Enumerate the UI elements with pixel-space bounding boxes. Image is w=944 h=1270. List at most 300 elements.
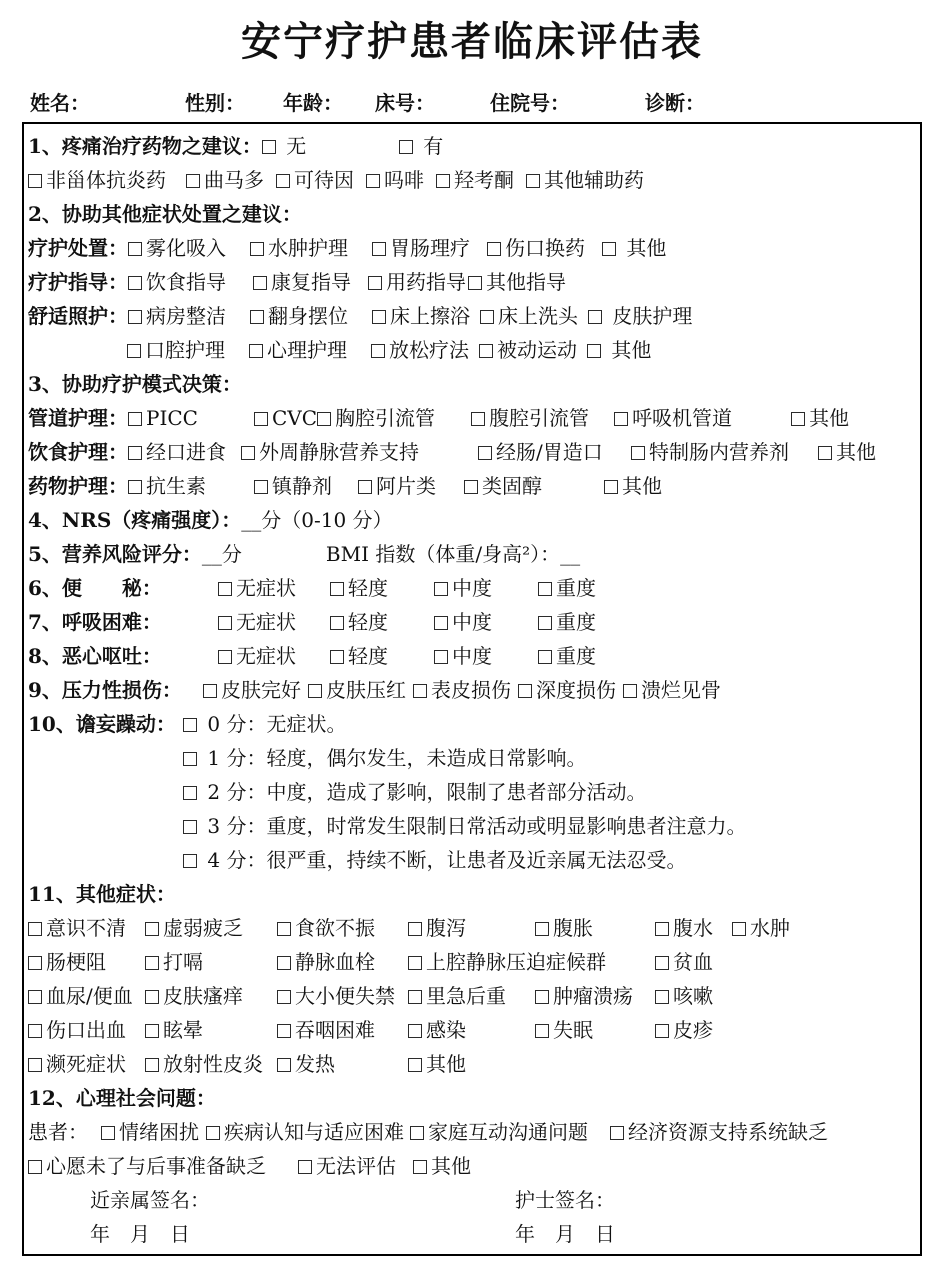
checkbox-option[interactable] [655, 979, 713, 1013]
checkbox-icon[interactable] [28, 956, 42, 970]
checkbox-option[interactable] [587, 333, 651, 367]
checkbox-option[interactable] [183, 775, 646, 809]
checkbox-icon[interactable] [277, 956, 291, 970]
checkbox-option[interactable] [28, 979, 145, 1013]
admission-number-field-label: 住院号： [490, 90, 570, 115]
checkbox-icon[interactable] [655, 1024, 669, 1038]
checkbox-icon[interactable] [277, 990, 291, 1004]
option-label: 食欲不振 [295, 916, 375, 940]
checkbox-icon[interactable] [399, 140, 413, 154]
checkbox-icon[interactable] [145, 1058, 159, 1072]
checkbox-icon[interactable] [250, 242, 264, 256]
checkbox-icon[interactable] [250, 310, 264, 324]
checkbox-icon[interactable] [28, 174, 42, 188]
option-label: 病房整洁 [146, 304, 226, 328]
checkbox-icon[interactable] [241, 446, 255, 460]
form-line [28, 911, 916, 945]
checkbox-option[interactable] [464, 469, 604, 503]
checkbox-icon[interactable] [330, 616, 344, 630]
checkbox-icon[interactable] [408, 922, 422, 936]
checkbox-option[interactable] [655, 1013, 713, 1047]
form-line [28, 741, 916, 775]
checkbox-icon[interactable] [101, 1126, 115, 1140]
checkbox-icon[interactable] [535, 990, 549, 1004]
checkbox-option[interactable] [145, 1047, 277, 1081]
page-title: 安宁疗护患者临床评估表 [241, 18, 703, 65]
section-label: 药物护理： [28, 474, 128, 498]
checkbox-option[interactable] [588, 299, 692, 333]
checkbox-icon[interactable] [28, 1058, 42, 1072]
checkbox-icon[interactable] [183, 786, 197, 800]
checkbox-icon[interactable] [588, 310, 602, 324]
checkbox-icon[interactable] [587, 344, 601, 358]
checkbox-option[interactable] [410, 1115, 610, 1149]
checkbox-icon[interactable] [408, 1024, 422, 1038]
section-label: 2、协助其他症状处置之建议： [28, 202, 302, 226]
section-label: 饮食护理： [28, 440, 128, 464]
checkbox-option[interactable] [262, 129, 399, 163]
option-label: 其他指导 [486, 270, 566, 294]
option-label: 感染 [426, 1018, 466, 1042]
checkbox-option[interactable] [183, 843, 686, 877]
checkbox-icon[interactable] [145, 956, 159, 970]
checkbox-option[interactable] [436, 163, 526, 197]
checkbox-option[interactable] [254, 401, 317, 435]
checkbox-icon[interactable] [330, 650, 344, 664]
checkbox-option[interactable] [408, 1013, 535, 1047]
checkbox-icon[interactable] [330, 582, 344, 596]
checkbox-option[interactable] [535, 979, 655, 1013]
checkbox-icon[interactable] [410, 1126, 424, 1140]
checkbox-option[interactable] [101, 1115, 206, 1149]
checkbox-icon[interactable] [408, 990, 422, 1004]
checkbox-icon[interactable] [791, 412, 805, 426]
option-label: 其他 [605, 338, 652, 362]
checkbox-option[interactable] [330, 639, 434, 673]
option-label: 0 分：无症状。 [201, 712, 347, 736]
checkbox-icon[interactable] [480, 310, 494, 324]
form-line [28, 503, 916, 537]
option-label: 心愿未了与后事准备缺乏 [46, 1154, 266, 1178]
checkbox-icon[interactable] [276, 174, 290, 188]
checkbox-option[interactable] [372, 231, 487, 265]
form-line [28, 367, 916, 401]
checkbox-option[interactable] [399, 129, 443, 163]
checkbox-icon[interactable] [610, 1126, 624, 1140]
gender-field-label: 性别： [185, 90, 245, 115]
bed-number-field-label: 床号： [375, 90, 435, 115]
checkbox-icon[interactable] [518, 684, 532, 698]
option-label: 上腔静脉压迫症候群 [426, 950, 606, 974]
checkbox-icon[interactable] [366, 174, 380, 188]
checkbox-option[interactable] [408, 945, 655, 979]
checkbox-option[interactable] [250, 231, 372, 265]
checkbox-icon[interactable] [128, 480, 142, 494]
checkbox-option[interactable] [128, 401, 254, 435]
option-label: 用药指导 [386, 270, 466, 294]
checkbox-icon[interactable] [186, 174, 200, 188]
form-line [28, 163, 916, 197]
checkbox-option[interactable] [28, 1149, 298, 1183]
checkbox-icon[interactable] [434, 616, 448, 630]
option-label: 其他 [426, 1052, 466, 1076]
checkbox-option[interactable] [218, 571, 330, 605]
option-label: 腹胀 [553, 916, 593, 940]
checkbox-option[interactable] [371, 333, 479, 367]
checkbox-option[interactable] [471, 401, 614, 435]
checkbox-icon[interactable] [526, 174, 540, 188]
checkbox-icon[interactable] [253, 276, 267, 290]
form-line [28, 265, 916, 299]
checkbox-icon[interactable] [464, 480, 478, 494]
checkbox-icon[interactable] [183, 718, 197, 732]
section-label: 10、谵妄躁动： [28, 712, 176, 736]
checkbox-option[interactable] [434, 605, 538, 639]
option-label: 可待因 [294, 168, 354, 192]
option-label: 其他 [809, 406, 850, 430]
checkbox-option[interactable] [468, 265, 566, 299]
option-label: 雾化吸入 [146, 236, 226, 260]
form-line [28, 469, 916, 503]
checkbox-option[interactable] [818, 435, 876, 469]
checkbox-icon[interactable] [145, 922, 159, 936]
checkbox-icon[interactable] [145, 1024, 159, 1038]
checkbox-option[interactable] [535, 1013, 655, 1047]
checkbox-option[interactable] [434, 639, 538, 673]
checkbox-option[interactable] [317, 401, 471, 435]
option-label: 伤口换药 [505, 236, 585, 260]
checkbox-icon[interactable] [128, 412, 142, 426]
checkbox-option[interactable] [408, 1047, 466, 1081]
option-label: 轻度 [348, 644, 388, 668]
checkbox-icon[interactable] [413, 1160, 427, 1174]
checkbox-icon[interactable] [604, 480, 618, 494]
form-line [28, 809, 916, 843]
checkbox-option[interactable] [518, 673, 623, 707]
checkbox-option[interactable] [145, 911, 277, 945]
option-label: 镇静剂 [272, 474, 332, 498]
checkbox-option[interactable] [206, 1115, 410, 1149]
option-label: 其他辅助药 [544, 168, 644, 192]
checkbox-icon[interactable] [408, 1058, 422, 1072]
checkbox-option[interactable] [487, 231, 602, 265]
checkbox-icon[interactable] [128, 242, 142, 256]
option-label: 肿瘤溃疡 [553, 984, 633, 1008]
option-label: 腹水 [673, 916, 713, 940]
option-label: 家庭互动沟通问题 [428, 1120, 588, 1144]
checkbox-option[interactable] [128, 265, 253, 299]
checkbox-option[interactable] [538, 605, 596, 639]
checkbox-icon[interactable] [372, 242, 386, 256]
checkbox-option[interactable] [791, 401, 849, 435]
checkbox-option[interactable] [277, 911, 408, 945]
option-label: 无症状 [236, 644, 296, 668]
option-label: 轻度 [348, 610, 388, 634]
checkbox-option[interactable] [372, 299, 480, 333]
checkbox-icon[interactable] [434, 582, 448, 596]
checkbox-icon[interactable] [218, 650, 232, 664]
option-label: 其他 [620, 236, 667, 260]
checkbox-option[interactable] [366, 163, 436, 197]
checkbox-icon[interactable] [372, 310, 386, 324]
checkbox-icon[interactable] [317, 412, 331, 426]
checkbox-icon[interactable] [203, 684, 217, 698]
checkbox-option[interactable] [276, 163, 366, 197]
assessment-form [22, 122, 922, 1256]
checkbox-option[interactable] [623, 673, 721, 707]
checkbox-option[interactable] [631, 435, 818, 469]
checkbox-icon[interactable] [145, 990, 159, 1004]
checkbox-icon[interactable] [434, 650, 448, 664]
option-label: 吞咽困难 [295, 1018, 375, 1042]
option-label: 肠梗阻 [46, 950, 106, 974]
checkbox-option[interactable] [28, 163, 186, 197]
option-label: 口腔护理 [145, 338, 225, 362]
option-label: 无症状 [236, 610, 296, 634]
section-label: 疗护指导： [28, 270, 128, 294]
checkbox-icon[interactable] [254, 480, 268, 494]
checkbox-option[interactable] [145, 1013, 277, 1047]
checkbox-icon[interactable] [655, 956, 669, 970]
static-text: 近亲属签名： [90, 1188, 210, 1212]
form-line [28, 537, 916, 571]
checkbox-icon[interactable] [249, 344, 263, 358]
checkbox-option[interactable] [614, 401, 791, 435]
form-line [28, 435, 916, 469]
option-label: 疾病认知与适应困难 [224, 1120, 404, 1144]
checkbox-option[interactable] [145, 945, 277, 979]
form-line [28, 231, 916, 265]
static-text: 护士签名： [515, 1188, 615, 1212]
checkbox-option[interactable] [183, 809, 746, 843]
option-label: 表皮损伤 [431, 678, 511, 702]
option-label: 床上擦浴 [390, 304, 470, 328]
option-label: 其他 [836, 440, 876, 464]
option-label: 吗啡 [384, 168, 424, 192]
checkbox-option[interactable] [434, 571, 538, 605]
checkbox-icon[interactable] [732, 922, 746, 936]
checkbox-icon[interactable] [183, 854, 197, 868]
checkbox-icon[interactable] [28, 990, 42, 1004]
checkbox-icon[interactable] [128, 276, 142, 290]
checkbox-icon[interactable] [308, 684, 322, 698]
form-line [28, 979, 916, 1013]
checkbox-option[interactable] [254, 469, 358, 503]
checkbox-option[interactable] [358, 469, 464, 503]
checkbox-option[interactable] [218, 605, 330, 639]
option-label: 经口进食 [146, 440, 226, 464]
checkbox-icon[interactable] [28, 922, 42, 936]
checkbox-icon[interactable] [538, 650, 552, 664]
option-label: 深度损伤 [536, 678, 616, 702]
checkbox-option[interactable] [128, 469, 254, 503]
checkbox-icon[interactable] [218, 616, 232, 630]
option-label: 皮疹 [673, 1018, 713, 1042]
form-line [28, 333, 916, 367]
checkbox-icon[interactable] [623, 684, 637, 698]
checkbox-icon[interactable] [655, 990, 669, 1004]
option-label: 重度 [556, 644, 596, 668]
age-field-label: 年龄： [283, 90, 343, 115]
option-label: 非甾体抗炎药 [46, 168, 166, 192]
option-label: 腹腔引流管 [489, 406, 590, 430]
checkbox-icon[interactable] [298, 1160, 312, 1174]
option-label: 经肠/胃造口 [496, 440, 603, 464]
checkbox-icon[interactable] [254, 412, 268, 426]
checkbox-option[interactable] [183, 741, 586, 775]
checkbox-option[interactable] [218, 639, 330, 673]
checkbox-icon[interactable] [262, 140, 276, 154]
static-text: __分 [201, 542, 242, 566]
form-line [28, 1047, 916, 1081]
checkbox-option[interactable] [526, 163, 644, 197]
checkbox-option[interactable] [249, 333, 371, 367]
checkbox-icon[interactable] [614, 412, 628, 426]
option-label: 皮肤护理 [606, 304, 693, 328]
checkbox-icon[interactable] [478, 446, 492, 460]
checkbox-icon[interactable] [128, 310, 142, 324]
checkbox-option[interactable] [277, 1013, 408, 1047]
checkbox-option[interactable] [604, 469, 662, 503]
checkbox-option[interactable] [480, 299, 588, 333]
checkbox-icon[interactable] [408, 956, 422, 970]
checkbox-option[interactable] [253, 265, 368, 299]
checkbox-icon[interactable] [479, 344, 493, 358]
option-label: 无症状 [236, 576, 296, 600]
checkbox-option[interactable] [277, 945, 408, 979]
checkbox-option[interactable] [298, 1149, 413, 1183]
option-label: 水肿 [750, 916, 790, 940]
checkbox-option[interactable] [127, 333, 249, 367]
option-label: 咳嗽 [673, 984, 713, 1008]
checkbox-icon[interactable] [277, 922, 291, 936]
form-line [28, 1217, 916, 1251]
checkbox-icon[interactable] [818, 446, 832, 460]
checkbox-icon[interactable] [128, 446, 142, 460]
static-text: __分（0-10 分） [241, 508, 393, 532]
form-line [28, 673, 916, 707]
checkbox-option[interactable] [330, 605, 434, 639]
section-label: 疗护处置： [28, 236, 128, 260]
option-label: PICC [146, 406, 198, 430]
section-label: 舒适照护： [28, 304, 128, 328]
checkbox-option[interactable] [28, 945, 145, 979]
option-label: 经济资源支持系统缺乏 [628, 1120, 828, 1144]
checkbox-option[interactable] [308, 673, 413, 707]
option-label: 中度 [452, 610, 492, 634]
checkbox-icon[interactable] [28, 1160, 42, 1174]
checkbox-icon[interactable] [471, 412, 485, 426]
section-label: 12、心理社会问题： [28, 1086, 216, 1110]
checkbox-option[interactable] [538, 571, 596, 605]
checkbox-option[interactable] [128, 231, 250, 265]
checkbox-option[interactable] [28, 1047, 145, 1081]
checkbox-option[interactable] [413, 673, 518, 707]
checkbox-option[interactable] [250, 299, 372, 333]
checkbox-option[interactable] [479, 333, 587, 367]
checkbox-option[interactable] [538, 639, 596, 673]
checkbox-icon[interactable] [358, 480, 372, 494]
checkbox-option[interactable] [655, 911, 732, 945]
option-label: 腹泻 [426, 916, 466, 940]
checkbox-icon[interactable] [183, 820, 197, 834]
form-line [28, 605, 916, 639]
checkbox-icon[interactable] [371, 344, 385, 358]
checkbox-icon[interactable] [468, 276, 482, 290]
checkbox-option[interactable] [655, 945, 713, 979]
checkbox-icon[interactable] [413, 684, 427, 698]
checkbox-option[interactable] [732, 911, 790, 945]
checkbox-option[interactable] [413, 1149, 471, 1183]
checkbox-icon[interactable] [631, 446, 645, 460]
checkbox-option[interactable] [186, 163, 276, 197]
checkbox-option[interactable] [277, 1047, 408, 1081]
option-label: 打嗝 [163, 950, 203, 974]
form-line [28, 1149, 916, 1183]
checkbox-option[interactable] [241, 435, 478, 469]
checkbox-icon[interactable] [538, 582, 552, 596]
option-label: 无 [279, 134, 307, 158]
checkbox-icon[interactable] [28, 1024, 42, 1038]
checkbox-option[interactable] [28, 1013, 145, 1047]
checkbox-icon[interactable] [277, 1058, 291, 1072]
checkbox-option[interactable] [368, 265, 468, 299]
checkbox-option[interactable] [277, 979, 408, 1013]
checkbox-option[interactable] [28, 911, 145, 945]
option-label: 类固醇 [482, 474, 542, 498]
checkbox-icon[interactable] [487, 242, 501, 256]
checkbox-icon[interactable] [206, 1126, 220, 1140]
checkbox-icon[interactable] [538, 616, 552, 630]
checkbox-option[interactable] [535, 911, 655, 945]
checkbox-option[interactable] [128, 299, 250, 333]
checkbox-option[interactable] [478, 435, 631, 469]
option-label: 无法评估 [316, 1154, 396, 1178]
form-line [28, 639, 916, 673]
option-label: 康复指导 [271, 270, 351, 294]
checkbox-icon[interactable] [655, 922, 669, 936]
checkbox-icon[interactable] [602, 242, 616, 256]
checkbox-icon[interactable] [183, 752, 197, 766]
option-label: 呼吸机管道 [632, 406, 733, 430]
checkbox-icon[interactable] [535, 922, 549, 936]
checkbox-option[interactable] [128, 435, 241, 469]
checkbox-option[interactable] [610, 1115, 828, 1149]
checkbox-icon[interactable] [127, 344, 141, 358]
section-label: 8、恶心呕吐： [28, 644, 162, 668]
option-label: CVC [272, 406, 318, 430]
option-label: 中度 [452, 576, 492, 600]
section-label: 1、疼痛治疗药物之建议： [28, 134, 262, 158]
form-line [28, 197, 916, 231]
checkbox-icon[interactable] [368, 276, 382, 290]
checkbox-icon[interactable] [436, 174, 450, 188]
checkbox-option[interactable] [408, 911, 535, 945]
checkbox-icon[interactable] [218, 582, 232, 596]
checkbox-option[interactable] [408, 979, 535, 1013]
option-label: 皮肤瘙痒 [163, 984, 243, 1008]
checkbox-icon[interactable] [535, 1024, 549, 1038]
checkbox-option[interactable] [602, 231, 666, 265]
checkbox-icon[interactable] [277, 1024, 291, 1038]
checkbox-option[interactable] [183, 707, 346, 741]
option-label: 胃肠理疗 [390, 236, 470, 260]
checkbox-option[interactable] [203, 673, 308, 707]
checkbox-option[interactable] [145, 979, 277, 1013]
checkbox-option[interactable] [330, 571, 434, 605]
option-label: 抗生素 [146, 474, 206, 498]
option-label: 心理护理 [267, 338, 347, 362]
